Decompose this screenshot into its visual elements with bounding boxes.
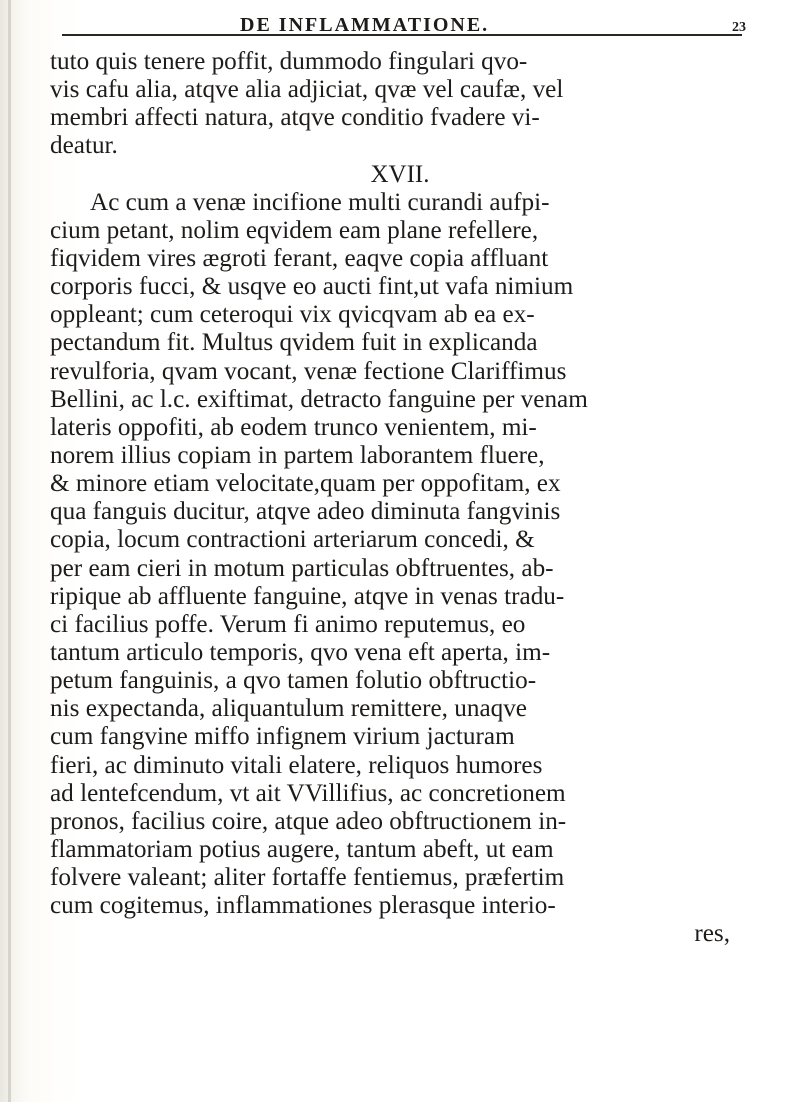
text-line: copia, locum contractioni arteriarum concedi, & [50, 526, 535, 554]
text-line: tantum articulo temporis, qvo vena eft aperta, im- [50, 638, 551, 666]
catchword: res, [694, 920, 730, 948]
text-line: vis cafu alia, atqve alia adjiciat, qvæ vel caufæ, vel [50, 76, 564, 104]
text-line: tuto quis tenere poffit, dummodo fingulari qvo- [50, 48, 528, 75]
text-line: ci facilius poffe. Verum fi animo reputemus, eo [50, 610, 526, 638]
text-line: cium petant, nolim eqvidem eam plane refellere, [50, 216, 539, 244]
text-line: ad lentefcendum, vt ait VVillifius, ac concretionem [50, 779, 566, 807]
text-line: norem illius copiam in partem laborantem fluere, [50, 441, 545, 469]
text-line: pectandum fit. Multus qvidem fuit in explicanda [50, 329, 538, 357]
body-text [50, 48, 770, 949]
text-line: cum cogitemus, inflammationes plerasque interio- [50, 892, 556, 920]
text-line: qua fanguis ducitur, atqve adeo diminuta fangvinis [50, 498, 561, 526]
page-gutter-shadow [8, 0, 11, 1102]
text-line: pronos, facilius coire, atque adeo obftructionem in- [50, 807, 567, 835]
text-line: oppleant; cum ceteroqui vix qvicqvam ab ea ex- [50, 301, 535, 329]
text-line: petum fanguinis, a qvo tamen folutio obftructio- [50, 667, 537, 695]
text-line: Ac cum a venæ incifione multi curandi aufpi- [90, 188, 550, 216]
header-title: DE INFLAMMATIONE. [240, 14, 490, 36]
text-line: Bellini, ac l.c. exiftimat, detracto fanguine per venam [50, 385, 588, 413]
text-line: revulforia, qvam vocant, venæ fectione Clariffimus [50, 357, 567, 385]
text-line: fiqvidem vires ægroti ferant, eaqve copia affluant [50, 244, 549, 272]
text-line: deatur. [50, 132, 118, 160]
text-line: nis expectanda, aliquantulum remittere, unaqve [50, 695, 527, 723]
text-line: fieri, ac diminuto vitali elatere, reliquos humores [50, 751, 543, 779]
text-line: membri affecti natura, atqve conditio fvadere vi- [50, 104, 540, 132]
text-line: per eam cieri in motum particulas obftruentes, ab- [50, 554, 554, 582]
text-line: ripique ab affluente fanguine, atqve in venas tradu- [50, 582, 565, 610]
running-header [30, 6, 770, 46]
page-number: 23 [732, 20, 746, 35]
text-line: folvere valeant; aliter fortaffe fentiemus, præfertim [50, 864, 565, 892]
text-line: cum fangvine miffo infignem virium jacturam [50, 723, 515, 751]
text-line: & minore etiam velocitate,quam per oppofitam, ex [50, 470, 561, 498]
section-number: XVII. [370, 160, 430, 188]
text-line: corporis fucci, & usqve eo aucti fint,ut vafa nimium [50, 273, 574, 301]
text-line: lateris oppofiti, ab eodem trunco venientem, mi- [50, 413, 537, 441]
header-rule [62, 34, 742, 36]
text-line: flammatoriam potius augere, tantum abeft, ut eam [50, 835, 554, 863]
